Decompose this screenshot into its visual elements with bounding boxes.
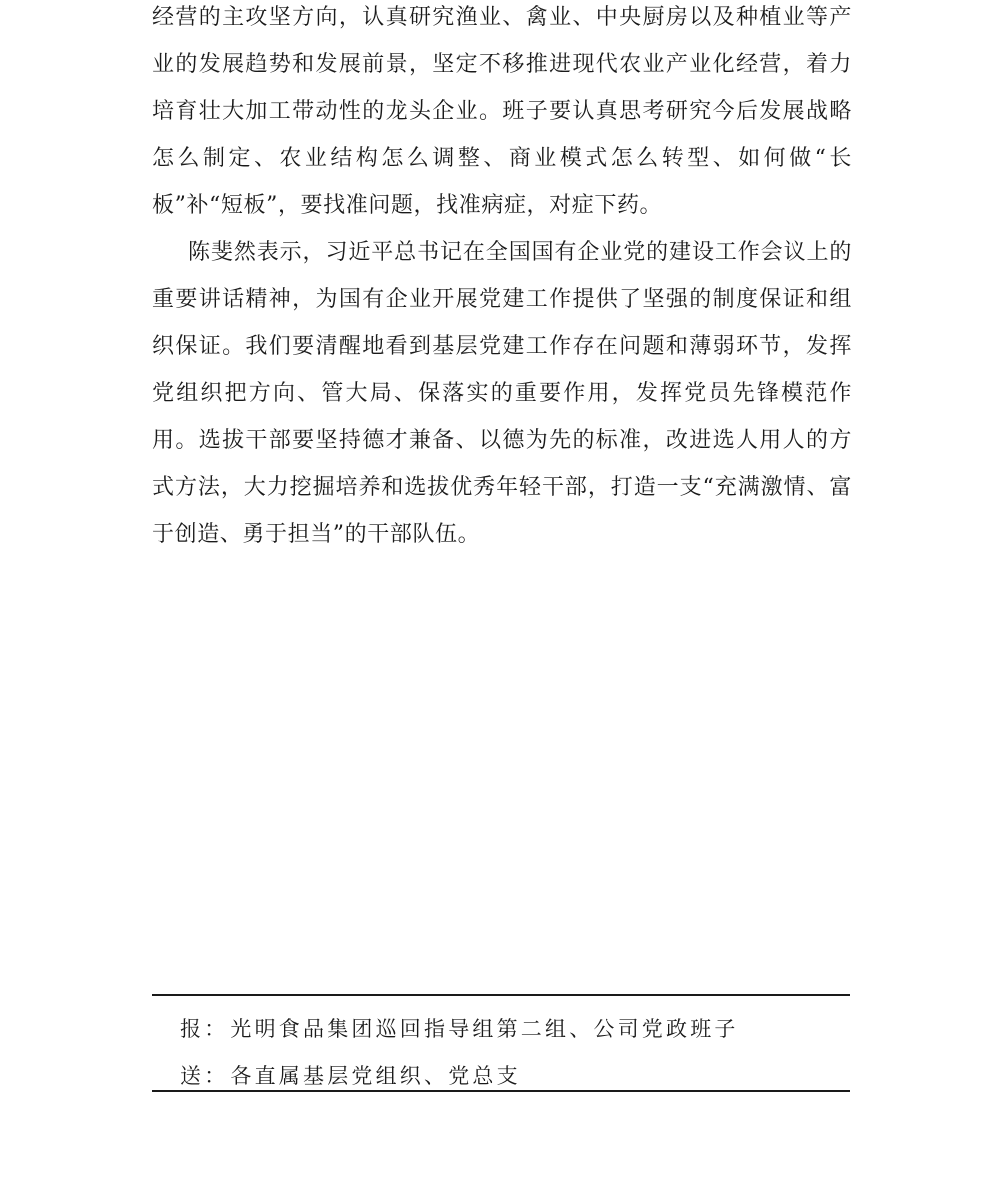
send-to-line bbox=[180, 1061, 521, 1091]
distribution-footer bbox=[152, 994, 850, 1092]
report-to-line bbox=[180, 1014, 739, 1044]
send-recipients: 各直属基层党组织、党总支 bbox=[230, 1064, 521, 1088]
send-label: 送： bbox=[180, 1064, 229, 1088]
report-recipients: 光明食品集团巡回指导组第二组、公司党政班子 bbox=[230, 1017, 739, 1041]
document-body bbox=[152, 0, 852, 558]
report-label: 报： bbox=[180, 1017, 229, 1041]
paragraph-chen-feiran-remarks: 陈斐然表示，习近平总书记在全国国有企业党的建设工作会议上的重要讲话精神，为国有企业开展党建工作提供了坚强的制度保证和组织保证。我们要清醒地看到基层党建工作存在问题和薄弱环节，发挥党组织把方向、管大局、保落实的重要作用，发挥党员先锋模范作用。选拔干部要坚持德才兼备、以德为先的标准，改进选人用人的方式方法，大力挖掘培养和选拔优秀年轻干部，打造一支“充满激情、富于创造、勇于担当”的干部队伍。 bbox=[152, 240, 852, 547]
paragraph-continued: 经营的主攻坚方向，认真研究渔业、禽业、中央厨房以及种植业等产业的发展趋势和发展前景，坚定不移推进现代农业产业化经营，着力培育壮大加工带动性的龙头企业。班子要认真思考研究今后发展战略怎么制定、农业结构怎么调整、商业模式怎么转型、如何做“长板”补“短板”，要找准问题，找准病症，对症下药。 bbox=[152, 5, 852, 218]
